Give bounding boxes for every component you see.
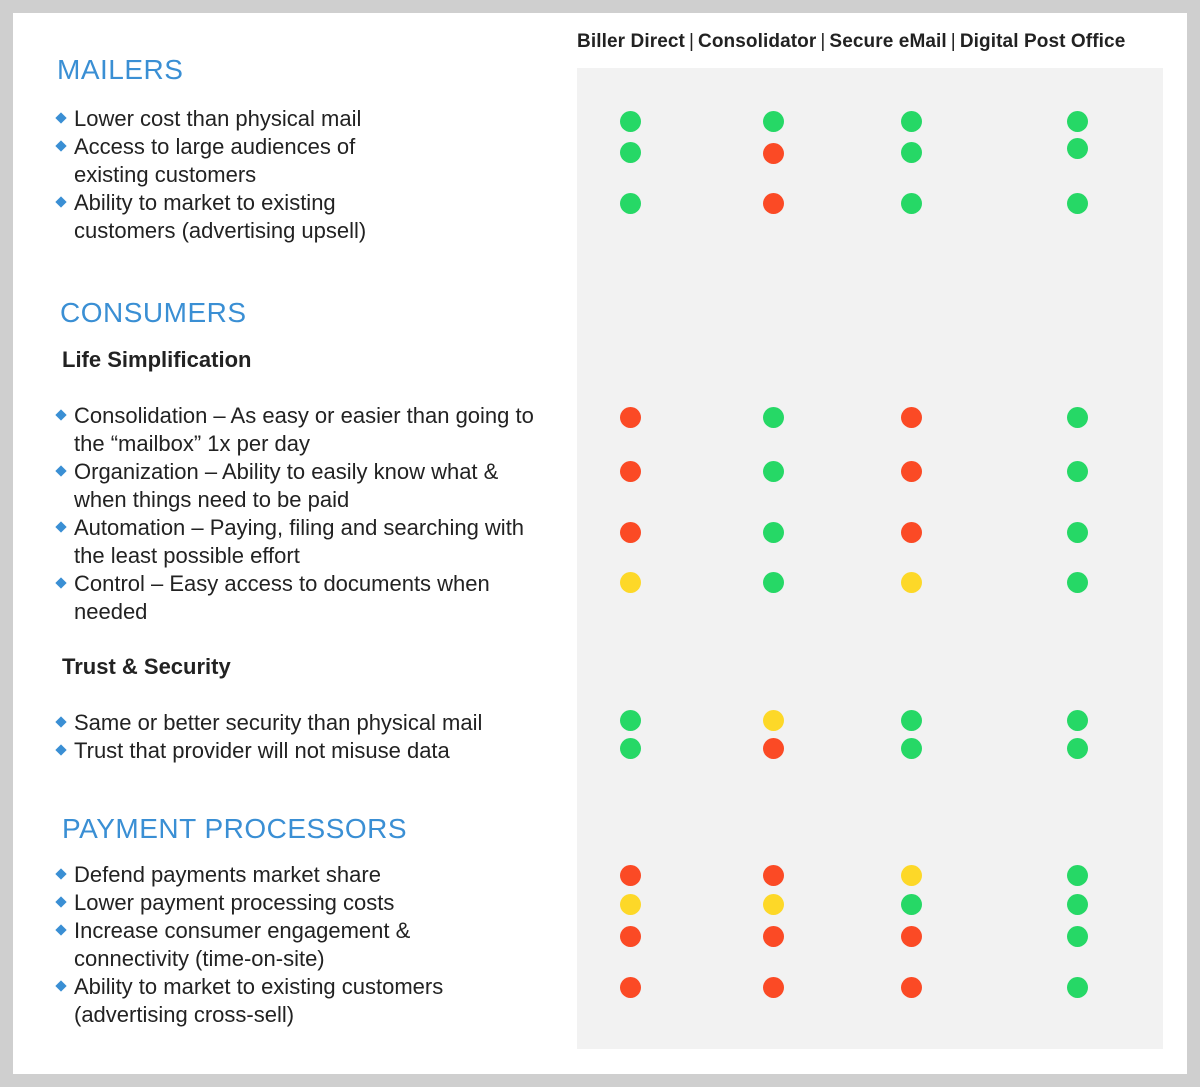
criterion-row-label — [57, 570, 527, 626]
criterion-row-label — [57, 973, 487, 1029]
criterion-text: Defend payments market share — [74, 862, 381, 887]
rating-dot-green-digital-post-office — [1067, 572, 1088, 593]
column-header-biller-direct: Biller Direct — [577, 31, 685, 52]
criterion-row-label — [57, 458, 547, 514]
criterion-row-label — [57, 737, 547, 765]
criterion-text: Increase consumer engagement & connectivity (time-on-site) — [74, 918, 411, 971]
rating-dot-yellow-biller-direct — [620, 894, 641, 915]
column-separator: | — [688, 31, 694, 52]
rating-dot-yellow-secure-email — [901, 572, 922, 593]
criterion-row-label — [57, 889, 547, 917]
rating-dot-green-biller-direct — [620, 111, 641, 132]
rating-dot-red-biller-direct — [620, 522, 641, 543]
column-header-secure-email: Secure eMail — [829, 31, 947, 52]
rating-dot-green-digital-post-office — [1067, 111, 1088, 132]
rating-dot-green-biller-direct — [620, 142, 641, 163]
rating-dot-green-consolidator — [763, 572, 784, 593]
rating-dot-yellow-secure-email — [901, 865, 922, 886]
rating-dot-green-digital-post-office — [1067, 926, 1088, 947]
criterion-text: Ability to market to existing customers (advertising cross-sell) — [74, 974, 444, 1027]
criterion-text: Organization – Ability to easily know what & when things need to be paid — [74, 459, 499, 512]
rating-dot-red-secure-email — [901, 522, 922, 543]
rating-dot-green-secure-email — [901, 193, 922, 214]
rating-dot-red-biller-direct — [620, 977, 641, 998]
rating-dot-red-consolidator — [763, 926, 784, 947]
rating-dot-green-digital-post-office — [1067, 407, 1088, 428]
rating-dot-green-biller-direct — [620, 738, 641, 759]
rating-dot-green-consolidator — [763, 522, 784, 543]
rating-dot-red-secure-email — [901, 461, 922, 482]
criterion-text: Automation – Paying, filing and searching with the least possible effort — [74, 515, 525, 568]
rating-dot-red-consolidator — [763, 738, 784, 759]
criterion-row-label — [57, 861, 547, 889]
rating-dot-red-biller-direct — [620, 865, 641, 886]
criterion-row-label — [57, 514, 527, 570]
rating-dot-yellow-biller-direct — [620, 572, 641, 593]
criterion-text: Trust that provider will not misuse data — [74, 738, 450, 763]
rating-dot-green-secure-email — [901, 142, 922, 163]
rating-dot-red-consolidator — [763, 977, 784, 998]
rating-dot-green-digital-post-office — [1067, 522, 1088, 543]
rating-dot-green-secure-email — [901, 894, 922, 915]
rating-dot-green-secure-email — [901, 710, 922, 731]
rating-dot-green-biller-direct — [620, 710, 641, 731]
rating-dot-yellow-consolidator — [763, 894, 784, 915]
rating-dot-green-consolidator — [763, 111, 784, 132]
section-title-consumers: CONSUMERS — [60, 297, 247, 328]
column-header — [577, 31, 1125, 53]
rating-dot-red-consolidator — [763, 193, 784, 214]
rating-dot-green-digital-post-office — [1067, 138, 1088, 159]
rating-dot-red-consolidator — [763, 143, 784, 164]
rating-dot-red-secure-email — [901, 977, 922, 998]
criterion-text: Control – Easy access to documents when needed — [74, 571, 490, 624]
rating-dot-green-consolidator — [763, 461, 784, 482]
criterion-text: Consolidation – As easy or easier than going to the “mailbox” 1x per day — [74, 403, 534, 456]
criterion-row-label — [57, 105, 397, 133]
rating-dot-green-secure-email — [901, 111, 922, 132]
column-separator: | — [950, 31, 956, 52]
criterion-text: Lower payment processing costs — [74, 890, 395, 915]
section-title-mailers: MAILERS — [57, 54, 184, 85]
rating-dot-green-digital-post-office — [1067, 461, 1088, 482]
rating-dot-red-biller-direct — [620, 926, 641, 947]
criterion-row-label — [57, 709, 547, 737]
criterion-row-label — [57, 189, 397, 245]
section-title-payment-processors: PAYMENT PROCESSORS — [62, 813, 408, 844]
rating-dot-green-digital-post-office — [1067, 710, 1088, 731]
rating-dot-green-secure-email — [901, 738, 922, 759]
rating-dot-green-digital-post-office — [1067, 894, 1088, 915]
criterion-row-label — [57, 402, 547, 458]
criterion-row-label — [57, 917, 457, 973]
rating-dot-green-digital-post-office — [1067, 193, 1088, 214]
rating-dot-green-biller-direct — [620, 193, 641, 214]
column-separator: | — [820, 31, 826, 52]
rating-dot-green-digital-post-office — [1067, 865, 1088, 886]
criterion-row-label — [57, 133, 397, 189]
rating-dot-green-digital-post-office — [1067, 738, 1088, 759]
rating-dot-red-biller-direct — [620, 407, 641, 428]
column-header-consolidator: Consolidator — [698, 31, 817, 52]
criterion-text: Ability to market to existing customers (advertising upsell) — [74, 190, 367, 243]
criterion-text: Same or better security than physical mail — [74, 710, 483, 735]
rating-dot-green-digital-post-office — [1067, 977, 1088, 998]
subsection-title-trust-security: Trust & Security — [62, 654, 231, 679]
rating-dot-red-consolidator — [763, 865, 784, 886]
rating-dot-yellow-consolidator — [763, 710, 784, 731]
column-header-digital-post-office: Digital Post Office — [959, 31, 1126, 52]
rating-dot-red-biller-direct — [620, 461, 641, 482]
rating-dot-green-consolidator — [763, 407, 784, 428]
rating-dot-red-secure-email — [901, 926, 922, 947]
rating-dot-red-secure-email — [901, 407, 922, 428]
criterion-text: Lower cost than physical mail — [74, 106, 362, 131]
criterion-text: Access to large audiences of existing customers — [74, 134, 356, 187]
subsection-title-life-simplification: Life Simplification — [62, 347, 252, 372]
